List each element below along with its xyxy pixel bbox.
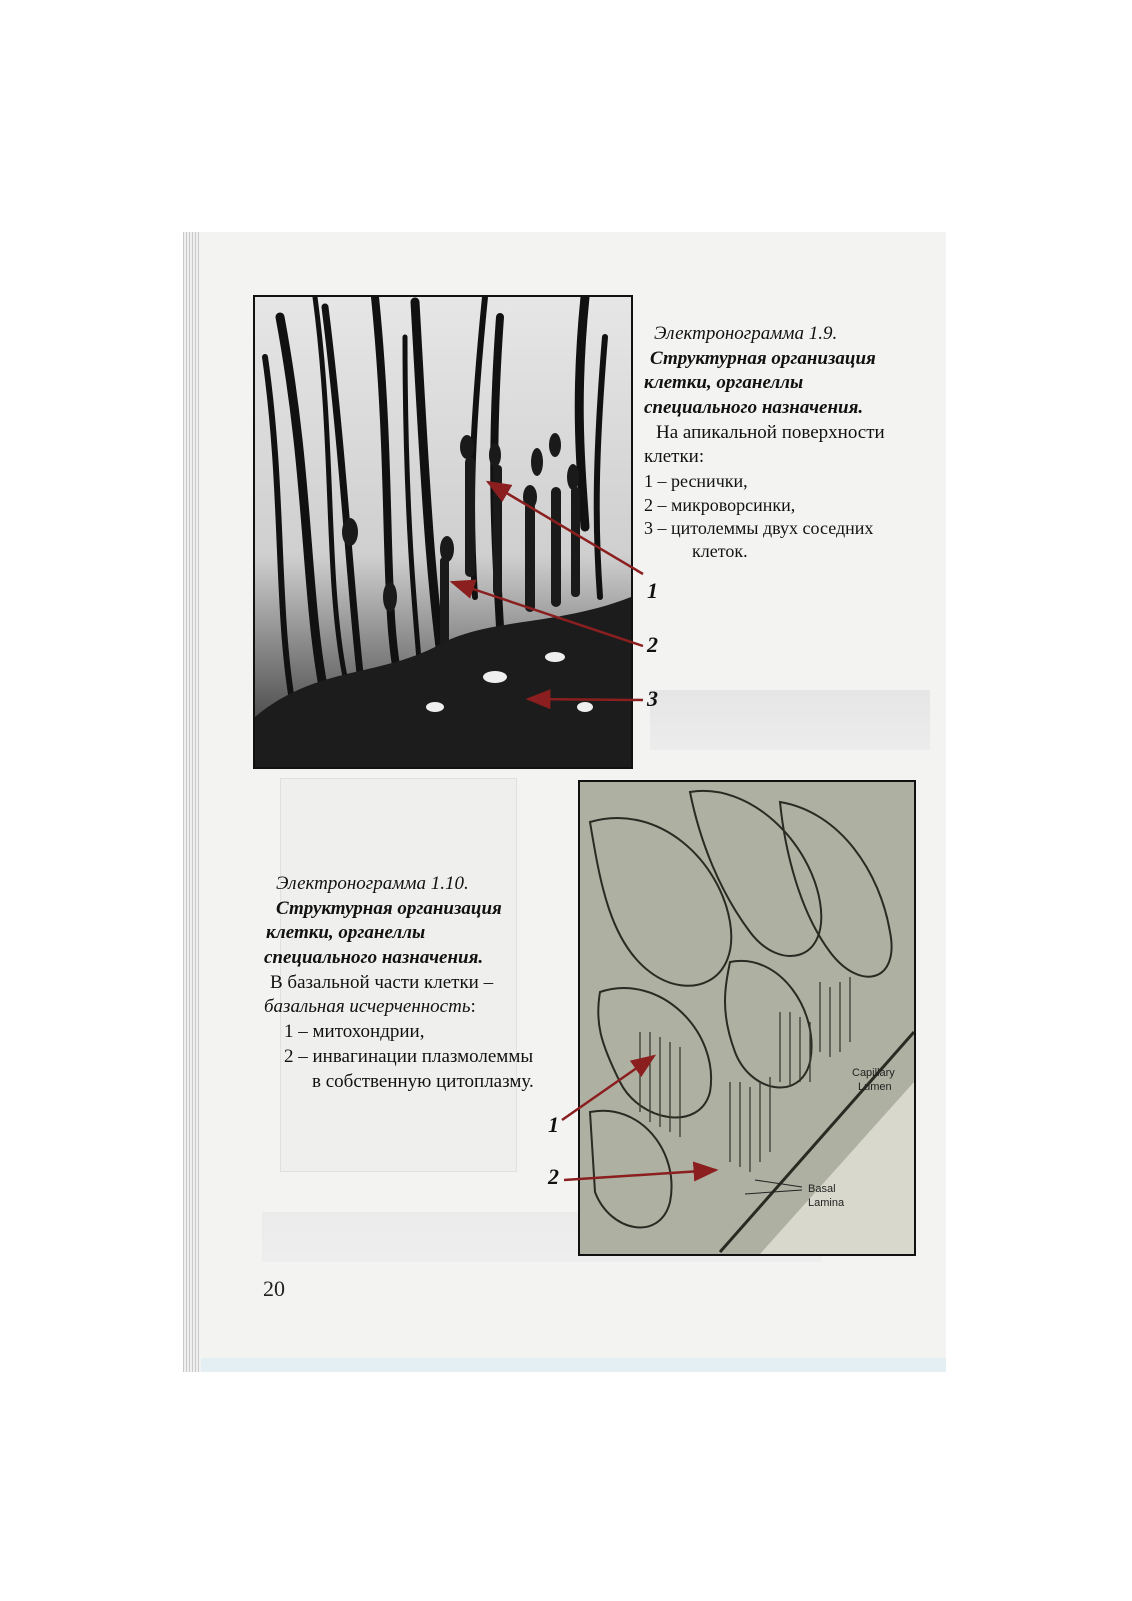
arrow-3 xyxy=(528,699,643,700)
legend-item-continuation: в собственную цитоплазму. xyxy=(312,1070,534,1092)
legend-item: 2 – микроворсинки, xyxy=(644,494,796,515)
arrow-1-fig2 xyxy=(562,1056,654,1120)
arrow-1 xyxy=(488,482,643,574)
pointer-label-1-fig2: 1 xyxy=(548,1112,559,1137)
basal-label-2: Lamina xyxy=(808,1197,845,1209)
intro-line: клетки: xyxy=(644,446,705,468)
intro-line: В базальной части клетки – xyxy=(270,971,494,993)
figure-subtitle-line: клетки, органеллы xyxy=(266,922,426,944)
pointer-label-2-fig2: 2 xyxy=(548,1164,559,1189)
capillary-label-1: Capillary xyxy=(852,1067,895,1079)
legend-item: 2 – инвагинации плазмолеммы xyxy=(284,1045,534,1067)
legend-item: 3 – цитолеммы двух соседних xyxy=(644,517,874,538)
legend-item: 1 – митохондрии, xyxy=(284,1021,425,1043)
pointer-label-3: 3 xyxy=(647,686,658,711)
basal-label-1: Basal xyxy=(808,1183,836,1195)
figure-title: Электронограмма 1.9. xyxy=(654,323,838,344)
page-number: 20 xyxy=(263,1276,285,1301)
figure-subtitle-line: клетки, органеллы xyxy=(644,372,804,394)
intro-italic-term: базальная исчерченность xyxy=(264,996,471,1018)
arrow-2 xyxy=(452,582,643,646)
pointer-label-1: 1 xyxy=(647,578,658,603)
legend-item: 1 – реснички, xyxy=(644,471,748,492)
figure-subtitle-line: Структурная организация xyxy=(650,347,876,369)
figure-title: Электронограмма 1.10. xyxy=(276,873,469,894)
figure-subtitle-line: специального назначения. xyxy=(264,947,484,969)
figure-subtitle-line: Структурная организация xyxy=(276,897,502,919)
figure-subtitle-line: специального назначения. xyxy=(644,397,864,419)
intro-colon: : xyxy=(470,996,476,1018)
pointer-label-2: 2 xyxy=(647,632,658,657)
arrow-2-fig2 xyxy=(564,1170,716,1180)
capillary-label-2: Lumen xyxy=(858,1081,892,1093)
intro-line: На апикальной поверхности xyxy=(656,421,885,443)
legend-item-continuation: клеток. xyxy=(692,541,748,562)
